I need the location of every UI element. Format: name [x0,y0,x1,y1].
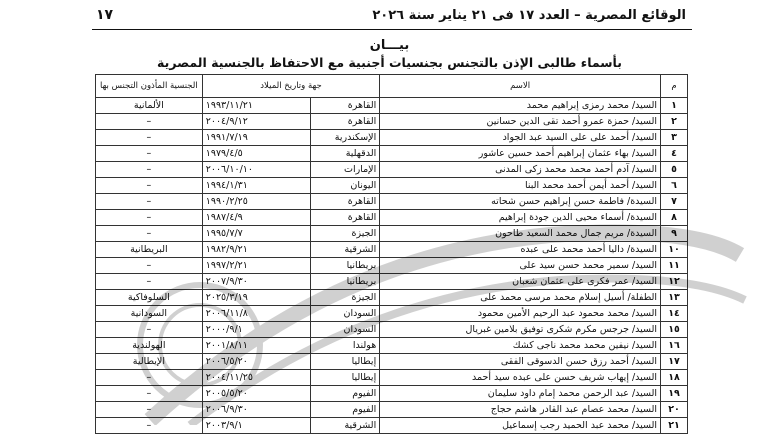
applicant-name: السيد/ بهاء عثمان إبراهيم أحمد حسين عاشور [380,146,661,162]
nationality: – [96,210,203,226]
birth-date: ٢٠٠٤/١١/٢٥ [202,370,310,386]
page-header [92,7,692,30]
birth-date: ٢٠٢٥/٣/١٩ [202,290,310,306]
birth-place: السودان [310,306,380,322]
table-row [96,370,688,386]
nationality: البريطانية [96,242,203,258]
table-row [96,386,688,402]
nationality: الهولندية [96,338,203,354]
row-number: ١٧ [661,354,688,370]
row-number: ١٨ [661,370,688,386]
birth-place: السودان [310,322,380,338]
nationality: – [96,146,203,162]
table-row [96,162,688,178]
applicant-name: السيد/ نيفين محمد محمد ناجى كشك [380,338,661,354]
applicant-name: السيد/ جرجس مكرم شكرى توفيق بلامين غبريال [380,322,661,338]
applicant-name: السيد/ محمد عبد الحميد رجب إسماعيل [380,418,661,434]
table-row [96,402,688,418]
birth-place: الفيوم [310,402,380,418]
nationality: – [96,162,203,178]
birth-date: ٢٠٠٦/٩/٣٠ [202,402,310,418]
applicant-name: السيد/ أحمد رزق حسن الدسوقى الفقى [380,354,661,370]
nationality: – [96,370,203,386]
applicant-name: السيد/ عمر فكرى على عثمان شعبان [380,274,661,290]
applicant-name: السيدة/ أسماء محيى الدين جودة إبراهيم [380,210,661,226]
birth-date: ١٩٩٤/١/٣١ [202,178,310,194]
nationality: – [96,274,203,290]
birth-place: الجيزة [310,290,380,306]
birth-date: ١٩٩٥/٧/٧ [202,226,310,242]
document-subtitle: بأسماء طالبى الإذن بالتجنس بجنسيات أجنبية مع الاحتفاظ بالجنسية المصرية [157,55,622,70]
header-title: الوقائع المصرية – العدد ١٧ فى ٢١ يناير سنة ٢٠٢٦ [372,8,686,23]
nationality: – [96,114,203,130]
header-num: م [661,75,688,98]
birth-date: ١٩٨٧/٤/٩ [202,210,310,226]
table-row [96,418,688,434]
document-title: بيـــان [369,38,410,53]
birth-place: الفيوم [310,386,380,402]
birth-place: القاهرة [310,194,380,210]
birth-date: ٢٠٠٦/٥/٢٠ [202,354,310,370]
birth-date: ٢٠٠٦/١١/٨ [202,306,310,322]
table-row [96,242,688,258]
nationality: – [96,226,203,242]
applicant-name: الطفلة/ أسيل إسلام محمد مرسى محمد على [380,290,661,306]
birth-date: ١٩٩٧/٢/٢١ [202,258,310,274]
row-number: ١ [661,98,688,114]
birth-date: ٢٠٠٦/١٠/١٠ [202,162,310,178]
birth-place: الدقهلية [310,146,380,162]
applicant-name: السيد/ آدم أحمد محمد محمد زكى المدنى [380,162,661,178]
table-row [96,306,688,322]
table-row [96,338,688,354]
table-body [96,98,688,434]
nationality: – [96,194,203,210]
applicant-name: السيدة/ فاطمة حسن إبراهيم حسن شحاته [380,194,661,210]
table-row [96,354,688,370]
nationality: – [96,418,203,434]
applicant-name: السيد/ محمد محمود عبد الرحيم الأمين محمود [380,306,661,322]
table-row [96,226,688,242]
birth-date: ١٩٨٢/٩/٢١ [202,242,310,258]
row-number: ١٢ [661,274,688,290]
applicant-name: السيد/ أحمد أيمن أحمد محمد البنا [380,178,661,194]
row-number: ١٠ [661,242,688,258]
birth-date: ٢٠٠٠/٩/١ [202,322,310,338]
applicant-name: السيد/ عبد الرحمن محمد إمام داود سليمان [380,386,661,402]
table-row [96,178,688,194]
birth-place: الإسكندرية [310,130,380,146]
row-number: ١٤ [661,306,688,322]
nationality: – [96,322,203,338]
table-row [96,274,688,290]
table-row [96,130,688,146]
birth-date: ٢٠٠٧/٩/٣٠ [202,274,310,290]
birth-place: إيطاليا [310,370,380,386]
nationality: – [96,258,203,274]
applicant-name: السيد/ سمير محمد حسن سيد على [380,258,661,274]
birth-place: القاهرة [310,210,380,226]
row-number: ١١ [661,258,688,274]
birth-place: بريطانيا [310,258,380,274]
applicant-name: السيد/ حمزة عمرو أحمد تقى الدين حسانين [380,114,661,130]
applicant-name: السيد/ أحمد على على السيد عبد الجواد [380,130,661,146]
nationality: الإيطالية [96,354,203,370]
row-number: ٤ [661,146,688,162]
birth-place: الشرقية [310,242,380,258]
applicant-name: السيدة/ مريم جمال محمد السعيد طاحون [380,226,661,242]
row-number: ١٦ [661,338,688,354]
birth-date: ١٩٩١/٧/١٩ [202,130,310,146]
row-number: ٦ [661,178,688,194]
table-row [96,146,688,162]
birth-date: ٢٠٠٣/٩/١ [202,418,310,434]
birth-place: إيطاليا [310,354,380,370]
birth-place: اليونان [310,178,380,194]
birth-place: الجيزة [310,226,380,242]
header-birth: جهة وتاريخ الميلاد [202,75,379,98]
birth-date: ٢٠٠١/٨/١١ [202,338,310,354]
nationality: – [96,178,203,194]
row-number: ١٩ [661,386,688,402]
row-number: ٣ [661,130,688,146]
row-number: ٨ [661,210,688,226]
birth-date: ١٩٩٠/٢/٢٥ [202,194,310,210]
nationality: – [96,130,203,146]
birth-date: ٢٠٠٥/٥/٢٠ [202,386,310,402]
birth-place: القاهرة [310,98,380,114]
birth-place: القاهرة [310,114,380,130]
table-row [96,194,688,210]
row-number: ٢ [661,114,688,130]
row-number: ٩ [661,226,688,242]
table-row [96,210,688,226]
nationality: – [96,386,203,402]
table-row [96,98,688,114]
birth-place: الإمارات [310,162,380,178]
row-number: ٥ [661,162,688,178]
applicants-table [95,74,688,434]
page-number: ١٧ [96,7,114,23]
birth-date: ١٩٧٩/٤/٥ [202,146,310,162]
birth-date: ١٩٩٣/١١/٢١ [202,98,310,114]
birth-place: الشرقية [310,418,380,434]
table-row [96,290,688,306]
row-number: ١٥ [661,322,688,338]
table-row [96,258,688,274]
nationality: السلوفاكية [96,290,203,306]
row-number: ٢١ [661,418,688,434]
header-nationality: الجنسية المأذون التجنس بها [96,75,203,98]
table-row [96,322,688,338]
table-row [96,114,688,130]
nationality: – [96,402,203,418]
row-number: ١٣ [661,290,688,306]
birth-date: ٢٠٠٤/٩/١٢ [202,114,310,130]
applicant-name: السيد/ إيهاب شريف حسن على عبده سيد أحمد [380,370,661,386]
applicant-name: السيدة/ داليا أحمد محمد على عبده [380,242,661,258]
nationality: السودانية [96,306,203,322]
applicant-name: السيد/ محمد عصام عبد القادر هاشم حجاج [380,402,661,418]
row-number: ٢٠ [661,402,688,418]
nationality: الألمانية [96,98,203,114]
row-number: ٧ [661,194,688,210]
applicant-name: السيد/ محمد رمزى إبراهيم محمد [380,98,661,114]
birth-place: هولندا [310,338,380,354]
birth-place: بريطانيا [310,274,380,290]
header-name: الاسم [380,75,661,98]
table-header-row [96,75,688,98]
